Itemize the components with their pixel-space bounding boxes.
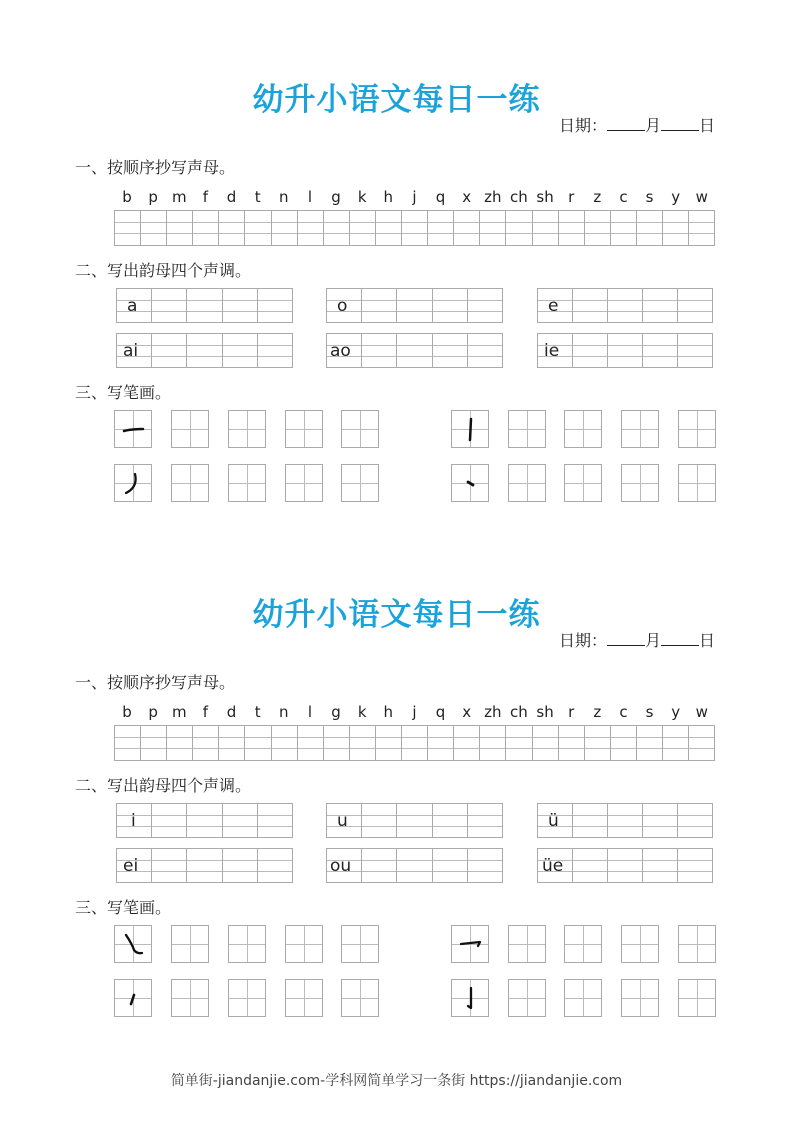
- day-label: 日: [698, 631, 715, 650]
- stroke-box[interactable]: [621, 464, 659, 502]
- stroke-box[interactable]: [678, 979, 716, 1017]
- stroke-box[interactable]: [451, 925, 489, 963]
- stroke-box[interactable]: [621, 979, 659, 1017]
- stroke-henggou-icon: [452, 926, 488, 962]
- stroke-box[interactable]: [228, 410, 266, 448]
- worksheet-title: 幼升小语文每日一练: [252, 82, 541, 118]
- date-field: [559, 628, 715, 651]
- stroke-box[interactable]: [228, 464, 266, 502]
- stroke-box[interactable]: [508, 464, 546, 502]
- stroke-box[interactable]: [451, 464, 489, 502]
- stroke-box[interactable]: [564, 464, 602, 502]
- rhyme-text: ie: [544, 341, 560, 361]
- rhyme-grid[interactable]: [116, 848, 293, 883]
- initial-letter: s: [645, 703, 654, 721]
- stroke-box[interactable]: [508, 979, 546, 1017]
- initial-letter: g: [331, 703, 341, 721]
- day-blank[interactable]: [661, 116, 699, 131]
- stroke-box[interactable]: [285, 464, 323, 502]
- rhyme-text: ai: [123, 341, 139, 361]
- initial-letter: c: [619, 703, 628, 721]
- initial-letter: h: [383, 703, 394, 721]
- initial-letter: l: [307, 703, 313, 721]
- month-blank[interactable]: [607, 116, 645, 131]
- rhyme-grid[interactable]: [326, 288, 503, 323]
- date-label: 日期：: [558, 631, 607, 650]
- stroke-box[interactable]: [285, 925, 323, 963]
- initial-letter: n: [279, 188, 289, 206]
- rhyme-grid[interactable]: [116, 288, 293, 323]
- rhyme-grid[interactable]: [326, 803, 503, 838]
- section2-heading: 二、写出韵母四个声调。: [75, 261, 252, 280]
- rhyme-text: i: [131, 811, 136, 831]
- initial-letter: t: [254, 188, 261, 206]
- initials-writing-grid[interactable]: [114, 210, 715, 246]
- initial-letter: k: [357, 703, 367, 721]
- month-label: 月: [644, 116, 661, 135]
- initial-letter: w: [695, 703, 708, 721]
- initial-letter: s: [645, 188, 654, 206]
- stroke-box[interactable]: [228, 925, 266, 963]
- rhyme-text: a: [127, 296, 138, 316]
- rhyme-grid[interactable]: [326, 333, 503, 368]
- initial-letter: d: [226, 703, 237, 721]
- section3-heading: 三、写笔画。: [75, 898, 172, 917]
- rhyme-grid[interactable]: [326, 848, 503, 883]
- worksheet-1: [0, 0, 793, 515]
- initial-letter: z: [593, 703, 602, 721]
- stroke-box[interactable]: [171, 979, 209, 1017]
- rhyme-text: ü: [548, 811, 559, 831]
- footer-watermark: 简单街-jiandanjie.com-学科网简单学习一条街 https://jiandanjie.com: [170, 1073, 623, 1089]
- stroke-box[interactable]: [285, 979, 323, 1017]
- initial-letter: j: [412, 703, 417, 721]
- initial-letter: ch: [510, 188, 528, 206]
- initials-writing-grid[interactable]: [114, 725, 715, 761]
- rhyme-text: u: [337, 811, 348, 831]
- rhyme-grid[interactable]: [537, 848, 713, 883]
- stroke-box[interactable]: [228, 979, 266, 1017]
- day-label: 日: [698, 116, 715, 135]
- initial-letter: c: [619, 188, 628, 206]
- initial-letter: y: [671, 703, 681, 721]
- worksheet-title: 幼升小语文每日一练: [252, 597, 541, 633]
- rhyme-text: o: [337, 296, 348, 316]
- rhyme-text: ou: [330, 856, 352, 876]
- initial-letter: f: [202, 703, 209, 721]
- stroke-dian-icon: [452, 465, 488, 501]
- rhyme-grid[interactable]: [116, 803, 293, 838]
- rhyme-text: üe: [542, 856, 564, 876]
- stroke-heng-icon: [115, 411, 151, 447]
- initial-letter: p: [148, 703, 158, 721]
- initial-letter: k: [357, 188, 367, 206]
- date-field: [559, 113, 715, 136]
- rhyme-text: ei: [123, 856, 139, 876]
- stroke-box[interactable]: [114, 979, 152, 1017]
- initial-letter: b: [122, 188, 132, 206]
- stroke-box[interactable]: [341, 979, 379, 1017]
- stroke-shugou-icon: [452, 980, 488, 1016]
- initial-letter: b: [122, 703, 132, 721]
- initial-letter: n: [279, 703, 289, 721]
- section3-heading: 三、写笔画。: [75, 383, 172, 402]
- stroke-box[interactable]: [114, 410, 152, 448]
- initial-letter: w: [695, 188, 708, 206]
- initial-letter: l: [307, 188, 313, 206]
- initial-letter: r: [568, 703, 575, 721]
- initial-letter: t: [254, 703, 261, 721]
- stroke-box[interactable]: [621, 925, 659, 963]
- initial-letter: j: [412, 188, 417, 206]
- section1-heading: 一、按顺序抄写声母。: [75, 673, 236, 692]
- stroke-box[interactable]: [114, 464, 152, 502]
- initial-letter: p: [148, 188, 158, 206]
- stroke-na-icon: [115, 926, 151, 962]
- initial-letter: x: [462, 703, 472, 721]
- stroke-box[interactable]: [451, 979, 489, 1017]
- initial-letter: sh: [536, 703, 554, 721]
- initial-letter: d: [226, 188, 237, 206]
- rhyme-grid[interactable]: [537, 803, 713, 838]
- initial-letter: m: [172, 703, 187, 721]
- stroke-box[interactable]: [341, 410, 379, 448]
- initial-letter: z: [593, 188, 602, 206]
- initial-letter: m: [172, 188, 187, 206]
- stroke-box[interactable]: [621, 410, 659, 448]
- section2-heading: 二、写出韵母四个声调。: [75, 776, 252, 795]
- rhyme-grid[interactable]: [537, 288, 713, 323]
- section1-heading: 一、按顺序抄写声母。: [75, 158, 236, 177]
- month-blank[interactable]: [607, 631, 645, 646]
- initial-letter: zh: [484, 188, 502, 206]
- stroke-box[interactable]: [285, 410, 323, 448]
- month-label: 月: [644, 631, 661, 650]
- initials-row: [114, 188, 715, 208]
- initial-letter: q: [435, 703, 446, 721]
- stroke-box[interactable]: [564, 925, 602, 963]
- initial-letter: y: [671, 188, 681, 206]
- stroke-shu-icon: [452, 411, 488, 447]
- stroke-box[interactable]: [564, 410, 602, 448]
- stroke-ti-icon: [115, 980, 151, 1016]
- initials-row: [114, 703, 715, 723]
- rhyme-text: ao: [330, 341, 351, 361]
- stroke-box[interactable]: [564, 979, 602, 1017]
- stroke-box[interactable]: [678, 925, 716, 963]
- stroke-box[interactable]: [341, 464, 379, 502]
- stroke-box[interactable]: [678, 464, 716, 502]
- initial-letter: h: [383, 188, 394, 206]
- worksheet-2: [0, 515, 793, 1030]
- stroke-box[interactable]: [508, 410, 546, 448]
- initial-letter: q: [435, 188, 446, 206]
- initial-letter: sh: [536, 188, 554, 206]
- date-label: 日期：: [558, 116, 607, 135]
- day-blank[interactable]: [661, 631, 699, 646]
- rhyme-text: e: [548, 296, 559, 316]
- initial-letter: r: [568, 188, 575, 206]
- stroke-box[interactable]: [678, 410, 716, 448]
- stroke-box[interactable]: [341, 925, 379, 963]
- stroke-box[interactable]: [508, 925, 546, 963]
- stroke-box[interactable]: [171, 464, 209, 502]
- stroke-box[interactable]: [451, 410, 489, 448]
- stroke-box[interactable]: [171, 925, 209, 963]
- initial-letter: f: [202, 188, 209, 206]
- rhyme-grid[interactable]: [537, 333, 713, 368]
- rhyme-grid[interactable]: [116, 333, 293, 368]
- initial-letter: zh: [484, 703, 502, 721]
- initial-letter: ch: [510, 703, 528, 721]
- stroke-pie-icon: [115, 465, 151, 501]
- stroke-box[interactable]: [171, 410, 209, 448]
- initial-letter: x: [462, 188, 472, 206]
- initial-letter: g: [331, 188, 341, 206]
- stroke-box[interactable]: [114, 925, 152, 963]
